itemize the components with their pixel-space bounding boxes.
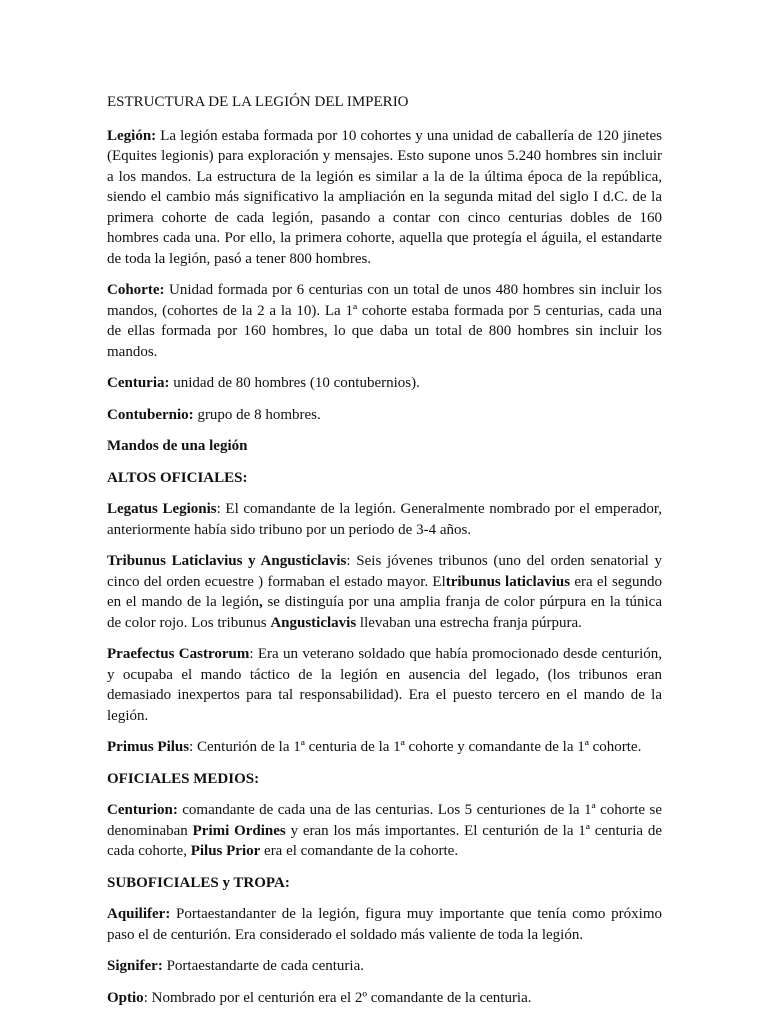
paragraph-legatus	[107, 499, 662, 540]
term-pilus-prior: Pilus Prior	[190, 843, 261, 859]
term-cohorte: Cohorte:	[107, 282, 165, 298]
text-cohorte: Unidad formada por 6 centurias con un total de unos 480 hombres sin incluir los mandos, (cohortes de la 2 a la 10). La 1ª cohorte estaba formada por 5 centurias, cada una de ellas formada por 160 hombres, lo que daba un total de 800 hombres sin incluir los mandos.	[107, 282, 662, 360]
term-optio: Optio	[107, 989, 144, 1006]
text-centuria: unidad de 80 hombres (10 contubernios).	[169, 375, 420, 391]
term-angusticlavis: Angusticlavis	[270, 614, 357, 631]
term-centurion: Centurion:	[107, 802, 178, 818]
text-contubernio: grupo de 8 hombres.	[193, 406, 321, 423]
paragraph-legion	[107, 126, 662, 270]
heading-medios-text: OFICIALES MEDIOS:	[107, 770, 260, 787]
term-praefectus: Praefectus Castrorum	[107, 646, 250, 662]
paragraph-cohorte	[107, 280, 662, 362]
paragraph-primus-pilus	[107, 737, 662, 758]
heading-altos-oficiales	[107, 468, 662, 489]
term-centuria: Centuria:	[107, 375, 170, 391]
text-tribunus-3: se distinguía por una amplia franja de color púrpura en la túnica de color rojo. Los tribunus	[107, 594, 662, 631]
text-centurion-3: era el comandante de la cohorte.	[260, 843, 459, 859]
term-legion: Legión:	[107, 127, 157, 144]
paragraph-centurion	[107, 800, 662, 862]
term-primi-ordines: Primi Ordines	[192, 822, 286, 839]
text-legatus: : El comandante de la legión. Generalmente nombrado por el emperador, anteriormente había sido tribuno por un periodo de 3-4 años.	[107, 501, 663, 538]
heading-suboficiales-text: SUBOFICIALES y TROPA:	[107, 874, 290, 891]
paragraph-aquilifer	[107, 904, 662, 945]
text-tribunus-1: : Seis jóvenes tribunos (uno del orden senatorial y cinco del orden ecuestre ) formaban el estado mayor. El	[107, 553, 662, 590]
paragraph-tribunus	[107, 551, 662, 633]
comma-tribunus: ,	[258, 594, 263, 610]
term-primus-pilus: Primus Pilus	[107, 739, 190, 755]
heading-mandos	[107, 436, 662, 457]
paragraph-optio	[107, 988, 662, 1009]
text-praefectus: : Era un veterano soldado que había promocionado desde centurión, y ocupaba el mando táctico de la legión en ausencia del legado, (los tribunos eran demasiado inexpertos para tal responsabilidad). Era el puesto tercero en el mando de la legión.	[107, 646, 662, 724]
heading-altos-text: ALTOS OFICIALES:	[107, 469, 248, 486]
text-legion: La legión estaba formada por 10 cohortes y una unidad de caballería de 120 jinetes (Equites legionis) para exploración y mensajes. Esto supone unos 5.240 hombres sin incluir a los mandos. La estructura de la legión es similar a la de la última época de la república, siendo el cambio más significativo la ampliación en la segunda mitad del siglo I d.C. de la primera cohorte de cada legión, pasando a contar con cinco centurias dobles de 160 hombres cada una. Por ello, la primera cohorte, aquella que protegía el águila, el estandarte de toda la legión, pasó a tener 800 hombres.	[107, 127, 662, 267]
paragraph-praefectus	[107, 644, 662, 726]
term-contubernio: Contubernio:	[107, 406, 194, 423]
document-title: ESTRUCTURA DE LA LEGIÓN DEL IMPERIO	[107, 94, 409, 110]
text-centurion-2: y eran los más importantes. El centurión de la 1ª centuria de cada cohorte,	[107, 822, 663, 859]
term-tribunus-laticlavius: tribunus laticlavius	[445, 573, 571, 590]
text-centurion-1: comandante de cada una de las centurias. Los 5 centuriones de la 1ª cohorte se denominaban	[107, 802, 662, 839]
term-legatus: Legatus Legionis	[107, 501, 217, 517]
text-tribunus-4: llevaban una estrecha franja púrpura.	[356, 614, 582, 631]
text-primus-pilus: : Centurión de la 1ª centuria de la 1ª cohorte y comandante de la 1ª cohorte.	[189, 739, 642, 755]
text-tribunus-2: era el segundo en el mando de la legión	[107, 573, 662, 610]
heading-oficiales-medios	[107, 769, 662, 790]
text-aquilifer: Portaestandanter de la legión, figura muy importante que tenía como próximo paso el de centurión. Era considerado el soldado más valiente de toda la legión.	[107, 906, 662, 943]
paragraph-centuria	[107, 373, 662, 394]
heading-mandos-text: Mandos de una legión	[107, 438, 248, 454]
text-optio: : Nombrado por el centurión era el 2º comandante de la centuria.	[143, 989, 532, 1006]
term-aquilifer: Aquilifer:	[107, 906, 171, 922]
paragraph-contubernio	[107, 405, 662, 426]
heading-suboficiales	[107, 873, 662, 894]
text-signifer: Portaestandarte de cada centuria.	[162, 958, 364, 974]
paragraph-signifer	[107, 956, 662, 977]
term-signifer: Signifer:	[107, 958, 163, 974]
term-tribunus: Tribunus Laticlavius y Angusticlavis	[107, 553, 347, 569]
